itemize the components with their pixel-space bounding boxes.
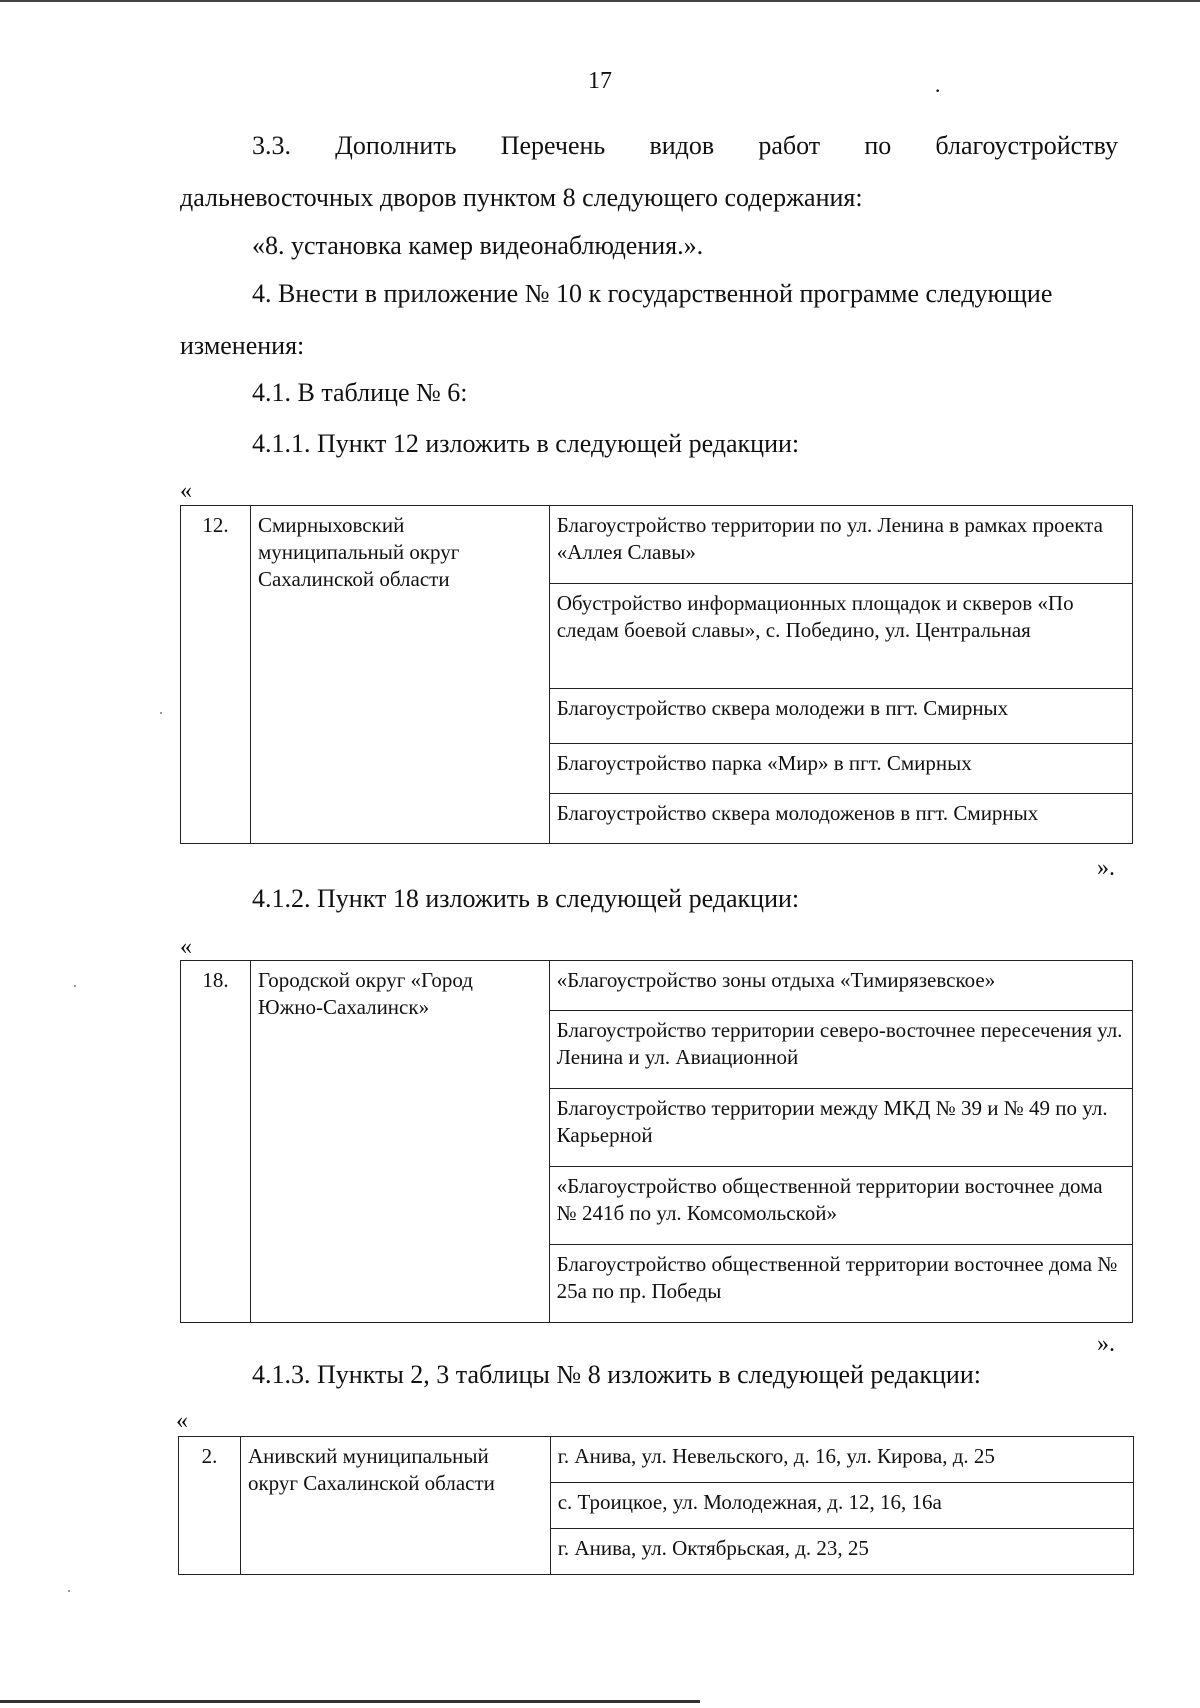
scan-speck	[74, 985, 76, 987]
project-cell: Благоустройство территории по ул. Ленина в рамках проекта «Аллея Славы»	[549, 506, 1132, 584]
project-cell: Благоустройство территории между МКД № 39 и № 49 по ул. Карьерной	[549, 1089, 1132, 1167]
project-cell: Благоустройство общественной территории восточнее дома № 25а по пр. Победы	[549, 1245, 1132, 1323]
table-row	[181, 961, 1133, 1011]
paragraph-4-1: 4.1. В таблице № 6:	[252, 378, 468, 407]
project-cell: Благоустройство территории северо-восточнее пересечения ул. Ленина и ул. Авиационной	[549, 1011, 1132, 1089]
table-item-18	[180, 960, 1133, 1323]
table-row	[179, 1437, 1134, 1483]
address-cell: г. Анива, ул. Октябрьская, д. 23, 25	[550, 1529, 1133, 1575]
scan-speck	[160, 712, 162, 714]
word: благоустройству	[935, 131, 1118, 160]
paragraph-4-1-2: 4.1.2. Пункт 18 изложить в следующей редакции:	[252, 884, 800, 913]
word: работ	[758, 131, 821, 160]
paragraph-item-8: «8. установка камер видеонаблюдения.».	[252, 231, 704, 260]
scan-speck	[68, 1590, 70, 1592]
scan-edge-bottom	[0, 1700, 700, 1703]
row-number: 12.	[181, 506, 251, 844]
table-row	[181, 506, 1133, 584]
open-quote: «	[180, 934, 192, 960]
project-cell: Благоустройство парка «Мир» в пгт. Смирных	[549, 744, 1132, 794]
paragraph-4-line1: 4. Внести в приложение № 10 к государственной программе следующие	[252, 279, 1053, 308]
municipality-cell: Смирныховский муниципальный округ Сахалинской области	[250, 506, 549, 844]
word: Дополнить	[335, 131, 457, 160]
word: по	[864, 131, 892, 160]
municipality-cell: Анивский муниципальный округ Сахалинской области	[240, 1437, 550, 1575]
word: видов	[649, 131, 715, 160]
scan-edge-top	[0, 0, 1200, 2]
close-quote: ».	[1097, 1331, 1115, 1357]
open-quote: «	[180, 478, 192, 504]
paragraph-4-line2: изменения:	[180, 331, 305, 360]
paragraph-3-3-line2: дальневосточных дворов пунктом 8 следующего содержания:	[180, 183, 863, 212]
address-cell: с. Троицкое, ул. Молодежная, д. 12, 16, 16а	[550, 1483, 1133, 1529]
paragraph-3-3-line1	[252, 130, 1118, 162]
project-cell: Обустройство информационных площадок и скверов «По следам боевой славы», с. Побединo, ул. Центральная	[549, 584, 1132, 689]
project-cell: Благоустройство сквера молодоженов в пгт. Смирных	[549, 794, 1132, 844]
page-mark: ·	[934, 78, 942, 103]
address-cell: г. Анива, ул. Невельского, д. 16, ул. Кирова, д. 25	[550, 1437, 1133, 1483]
municipality-cell: Городской округ «Город Южно-Сахалинск»	[250, 961, 549, 1323]
table-8-item-2	[178, 1436, 1134, 1575]
word: Перечень	[500, 131, 606, 160]
page-number: 17	[588, 68, 612, 94]
row-number: 18.	[181, 961, 251, 1323]
table-item-12	[180, 505, 1133, 844]
paragraph-4-1-3: 4.1.3. Пункты 2, 3 таблицы № 8 изложить в следующей редакции:	[252, 1360, 981, 1389]
project-cell: «Благоустройство зоны отдыха «Тимирязевское»	[549, 961, 1132, 1011]
row-number: 2.	[179, 1437, 241, 1575]
open-quote: «	[176, 1408, 188, 1434]
paragraph-4-1-1: 4.1.1. Пункт 12 изложить в следующей редакции:	[252, 429, 800, 458]
word: 3.3.	[252, 131, 291, 160]
close-quote: ».	[1097, 855, 1115, 881]
project-cell: Благоустройство сквера молодежи в пгт. Смирных	[549, 689, 1132, 744]
project-cell: «Благоустройство общественной территории восточнее дома № 241б по ул. Комсомольской»	[549, 1167, 1132, 1245]
